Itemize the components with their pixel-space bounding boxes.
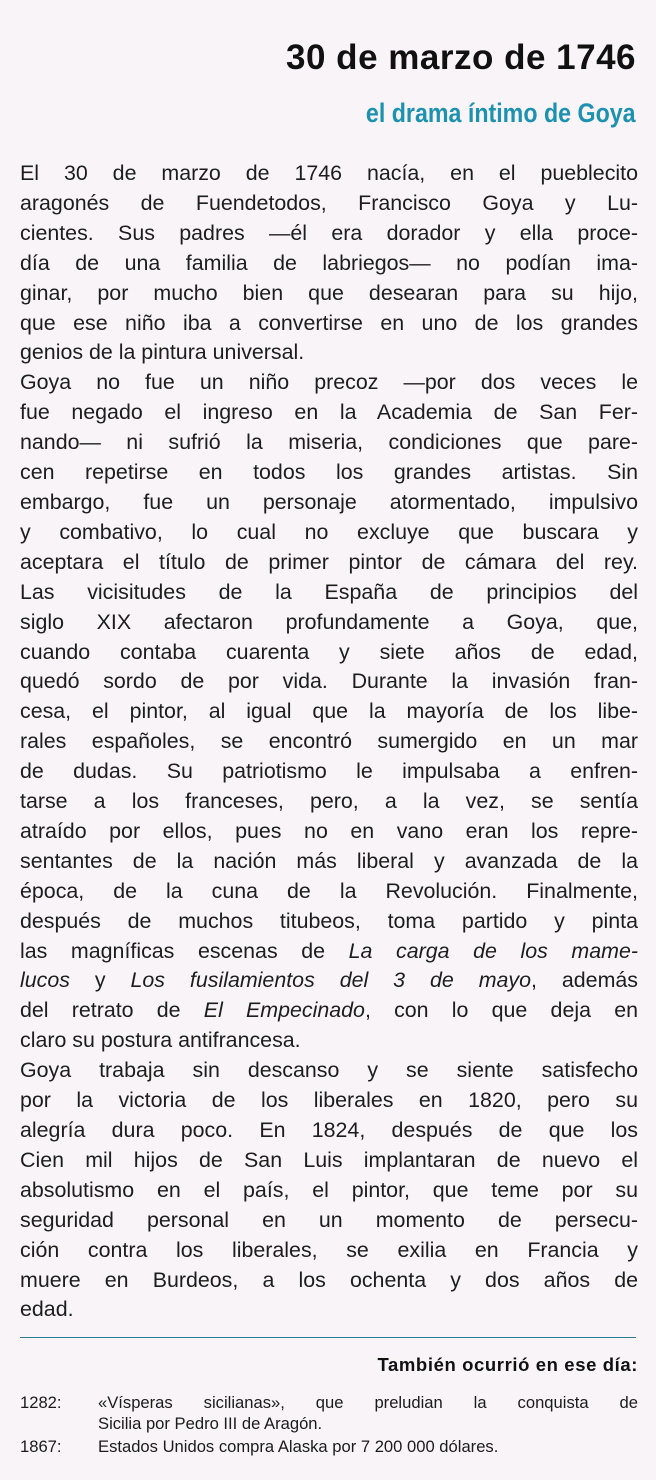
artwork-title: lucos: [20, 968, 70, 993]
article-line: edad.: [20, 1297, 74, 1322]
article-line: Las vicisitudes de la España de principios del: [20, 579, 638, 604]
article-line: ginar, por mucho bien que desearan para su hijo,: [20, 280, 638, 305]
article-line: nando— ni sufrió la miseria, condiciones que pare-: [20, 430, 638, 455]
article-text: y: [94, 968, 106, 993]
article-line: quedó sordo de por vida. Durante la invasión fran-: [20, 669, 638, 694]
article-line: Goya no fue un niño precoz —por dos veces le: [20, 370, 638, 395]
article-line: ción contra los liberales, se exilia en Francia y: [20, 1237, 638, 1262]
article-line: claro su postura antifrancesa.: [20, 1028, 301, 1053]
article-line: aragonés de Fuendetodos, Francisco Goya y Lu-: [20, 190, 638, 215]
article-line: embargo, fue un personaje atormentado, impulsivo: [20, 489, 638, 514]
article-line: sentantes de la nación más liberal y avanzada de la: [20, 848, 638, 873]
article-line: cesa, el pintor, al igual que la mayoría de los libe-: [20, 699, 638, 724]
article-line: de dudas. Su patriotismo le impulsaba a enfren-: [20, 759, 638, 784]
event-line: «Vísperas sicilianas», que preludian la conquista de: [98, 1393, 638, 1412]
list-item: [20, 1437, 638, 1458]
article-line-mixed: [20, 937, 638, 967]
article-line: después de muchos titubeos, toma partido y pinta: [20, 908, 638, 933]
article-line: fue negado el ingreso en la Academia de San Fer-: [20, 400, 638, 425]
article-line: siglo XIX afectaron profundamente a Goya, que,: [20, 609, 638, 634]
article-line: aceptara el título de primer pintor de cámara del rey.: [20, 549, 638, 574]
also-heading: También ocurrió en ese día:: [377, 1354, 638, 1375]
artwork-title: El Empecinado: [203, 998, 365, 1023]
article-text: las magníficas escenas de: [20, 938, 326, 963]
article-line: atraído por ellos, pues no en vano eran los repre-: [20, 818, 638, 843]
article-line: muere en Burdeos, a los ochenta y dos años de: [20, 1267, 638, 1292]
article-line: y combativo, lo cual no excluye que buscara y: [20, 519, 638, 544]
article-line: época, de la cuna de la Revolución. Finalmente,: [20, 878, 638, 903]
article-line: tarse a los franceses, pero, a la vez, se sentía: [20, 789, 638, 814]
article-line: alegría dura poco. En 1824, después de que los: [20, 1118, 638, 1142]
page-title: 30 de marzo de 1746: [286, 38, 636, 77]
event-description: [98, 1437, 638, 1458]
event-line: Estados Unidos compra Alaska por 7 200 000 dólares.: [98, 1437, 499, 1456]
event-line: Sicilia por Pedro III de Aragón.: [98, 1413, 323, 1433]
article-line: cuando contaba cuarenta y siete años de edad,: [20, 639, 638, 664]
article-line: cen repetirse en todos los grandes artistas. Sin: [20, 460, 638, 485]
article-line: cientes. Sus padres —él era dorador y ella proce-: [20, 220, 638, 245]
article-line: Goya trabaja sin descanso y se siente satisfecho: [20, 1058, 638, 1083]
event-year: 1867:: [20, 1437, 62, 1456]
article-line: seguridad personal en un momento de persecu-: [20, 1207, 638, 1232]
events-list: [20, 1393, 638, 1461]
event-year: 1282:: [20, 1393, 62, 1412]
artwork-title: Los fusilamientos del 3 de mayo: [130, 968, 532, 993]
article-line: absolutismo en el país, el pintor, que teme por su: [20, 1177, 638, 1202]
article-line: Cien mil hijos de San Luis implantaran de nuevo el: [20, 1147, 638, 1172]
list-item: [20, 1393, 638, 1434]
page-subtitle: el drama íntimo de Goya: [366, 98, 636, 128]
article-text: , además: [531, 968, 638, 993]
article-line: genios de la pintura universal.: [20, 340, 305, 365]
article-line: por la victoria de los liberales en 1820, pero su: [20, 1088, 638, 1113]
event-description: [98, 1393, 638, 1434]
section-divider: [20, 1337, 636, 1338]
article-line: rales españoles, se encontró sumergido en un mar: [20, 729, 638, 754]
article-line: El 30 de marzo de 1746 nacía, en el pueblecito: [20, 161, 638, 185]
artwork-title: La carga de los mame-: [348, 938, 638, 963]
article-line: que ese niño iba a convertirse en uno de los grandes: [20, 310, 638, 335]
article-line-mixed: [20, 996, 638, 1026]
article-text: del retrato de: [20, 998, 181, 1023]
article-body: [20, 159, 638, 1325]
article-line-mixed: [20, 966, 638, 996]
article-line: día de una familia de labriegos— no podían ima-: [20, 250, 638, 275]
article-text: , con lo que deja en: [364, 998, 638, 1023]
